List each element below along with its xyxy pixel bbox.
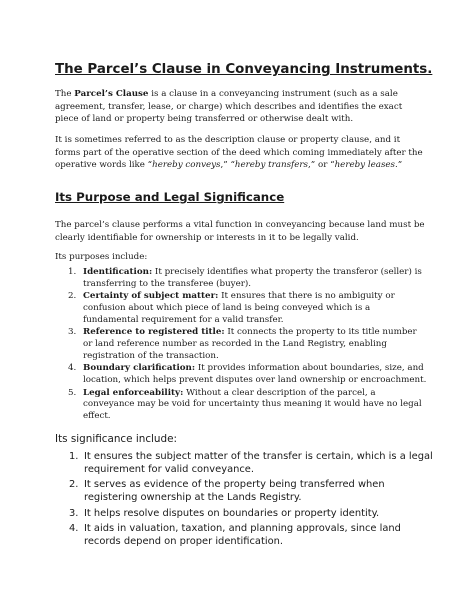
item-label: Legal enforceability:	[83, 387, 184, 398]
list-item	[55, 478, 435, 504]
item-text: It aids in valuation, taxation, and planning approvals, since land records depend on proper identification.	[84, 522, 401, 547]
significance-intro: Its significance include:	[55, 433, 177, 445]
intro-rest: is a clause in a conveyancing instrument (such as a sale agreement, transfer, lease, or charge) which describes and identifies the exact piece of land or property being transferred or otherwise dealt with.	[55, 89, 403, 124]
description-end: .”	[395, 160, 403, 170]
list-number: 4.	[69, 522, 79, 534]
list-number: 4.	[68, 363, 77, 374]
purposes-list	[55, 267, 427, 424]
item-text: It provides information about boundaries, size, and location, which helps prevent disputes over land ownership or encroachment.	[83, 363, 427, 385]
significance-list	[55, 450, 435, 550]
list-item	[55, 267, 427, 290]
operative-word-conveys: hereby conveys	[152, 160, 221, 170]
list-number: 2.	[69, 479, 79, 491]
list-item	[55, 450, 435, 476]
item-label: Certainty of subject matter:	[83, 291, 219, 302]
item-label: Identification:	[83, 267, 153, 277]
list-item	[55, 388, 427, 423]
list-item	[55, 363, 427, 386]
intro-term: Parcel’s Clause	[74, 89, 149, 99]
item-text: It helps resolve disputes on boundaries or property identity.	[84, 507, 380, 519]
operative-word-transfers: hereby transfers	[234, 160, 309, 170]
list-item	[55, 291, 427, 326]
list-item	[55, 507, 435, 520]
list-item	[55, 522, 435, 548]
intro-lead: The	[55, 89, 75, 99]
purposes-intro: Its purposes include:	[55, 252, 148, 262]
section-heading: Its Purpose and Legal Significance	[55, 190, 285, 204]
separator: ,” or “	[308, 160, 335, 170]
item-label: Boundary clarification:	[83, 363, 196, 374]
list-number: 1.	[69, 451, 79, 462]
item-text: It ensures the subject matter of the transfer is certain, which is a legal requirement for valid conveyance.	[84, 451, 433, 475]
list-item	[55, 327, 427, 362]
item-text: It precisely identifies what property the transferor (seller) is transferring to the transferee (buyer).	[83, 267, 422, 289]
list-number: 1.	[68, 267, 77, 277]
page-title: The Parcel’s Clause in Conveyancing Instruments.	[55, 62, 433, 77]
description-text: It is sometimes referred to as the description clause or property clause, and it forms part of the operative section of the deed which coming immediately after the operative words like “	[55, 135, 423, 170]
item-text: It connects the property to its title number or land reference number as recorded in the Land Registry, enabling registration of the transaction.	[83, 327, 417, 361]
item-text: It serves as evidence of the property being transferred when registering ownership at the Lands Registry.	[84, 479, 385, 504]
list-number: 5.	[68, 387, 77, 398]
list-number: 3.	[68, 327, 77, 338]
description-paragraph	[55, 134, 427, 172]
item-text: It ensures that there is no ambiguity or confusion about which piece of land is being conveyed which is a fundamental requirement for a valid transfer.	[83, 291, 395, 325]
operative-word-leases: hereby leases	[334, 160, 395, 170]
purpose-paragraph: The parcel’s clause performs a vital function in conveyancing because land must be clearly identifiable for ownership or interests in it to be legally valid.	[55, 220, 425, 243]
item-label: Reference to registered title:	[83, 327, 225, 338]
separator: ,” “	[220, 160, 235, 170]
list-number: 3.	[69, 507, 79, 519]
item-text: Without a clear description of the parcel, a conveyance may be void for uncertainty thus meaning it would have no legal effect.	[83, 387, 422, 421]
intro-paragraph	[55, 88, 427, 126]
list-number: 2.	[68, 291, 77, 302]
